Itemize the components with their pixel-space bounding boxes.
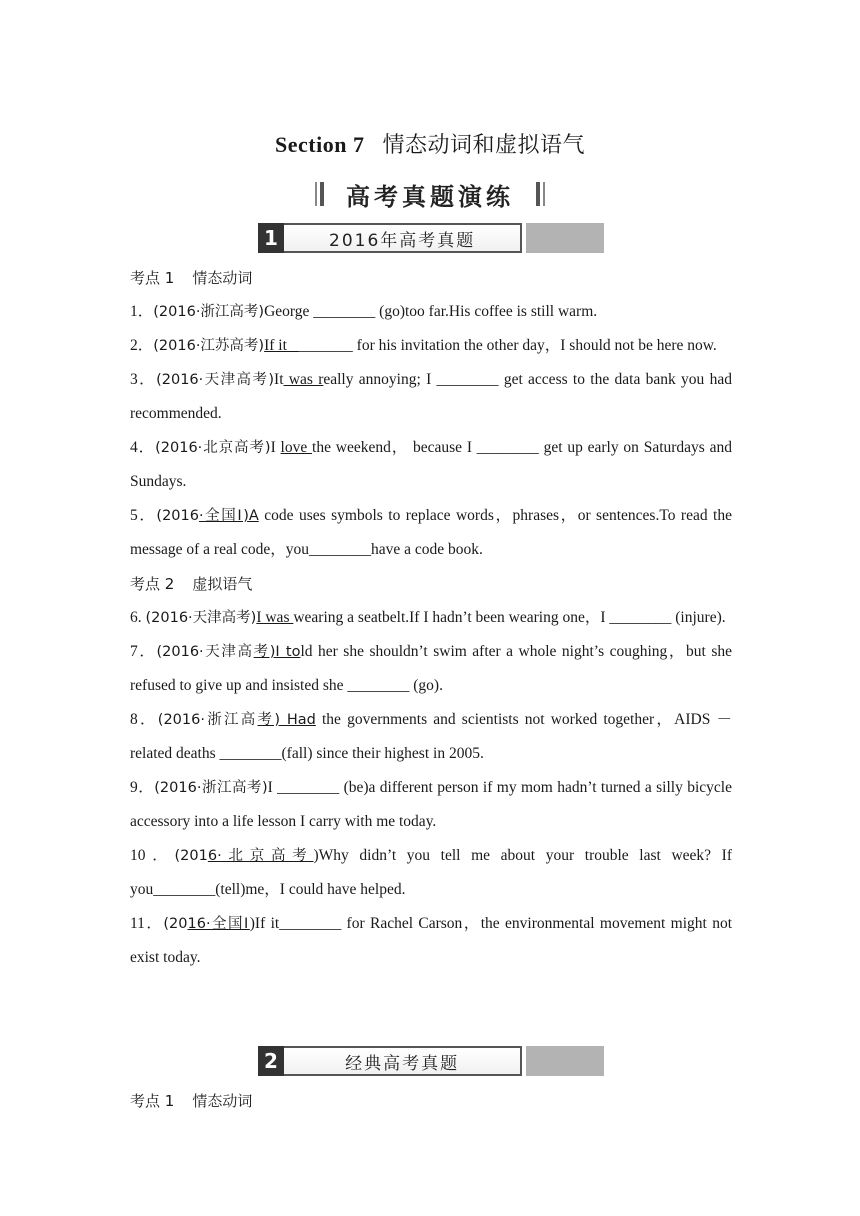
page-title bbox=[0, 128, 860, 159]
question-list bbox=[130, 261, 732, 975]
section-label: 2016年高考真题 bbox=[284, 223, 523, 253]
banner-title: 高考真题演练 bbox=[346, 182, 514, 211]
question-item: 8．(2016·浙江高考) Had the governments and scientists not worked together，AIDS －related deaths ________(fall) since their highest in 2005. bbox=[130, 711, 732, 762]
question-item: 10．(2016·北京高考)Why didn’t you tell me about your trouble last week? If you________(tell)me，I could have helped. bbox=[130, 847, 732, 898]
section-header-1 bbox=[258, 223, 604, 253]
exam-banner bbox=[315, 176, 545, 212]
title-topic: 情态动词和虚拟语气 bbox=[382, 133, 585, 158]
question-item: 11．(2016·全国Ⅰ)If it________ for Rachel Carson，the environmental movement might not exist today. bbox=[130, 915, 732, 966]
question-item: 4．(2016·北京高考)I love the weekend， because I ________ get up early on Saturdays and Sundays. bbox=[130, 439, 733, 490]
question-item: 9．(2016·浙江高考)I ________ (be)a different person if my mom hadn’t turned a silly bicycle accessory into a life lesson I carry with me today. bbox=[130, 779, 732, 830]
question-item: 3．(2016·天津高考)It was really annoying; I ________ get access to the data bank you had recommended. bbox=[130, 371, 732, 422]
section-gray-block bbox=[526, 223, 604, 253]
question-item: 2．(2016·江苏高考)If it ________ for his invitation the other day，I should not be here now. bbox=[130, 337, 717, 354]
question-item: 7．(2016·天津高考)I told her she shouldn’t swim after a whole night’s coughing，but she refused to give up and insisted she ________ (go). bbox=[130, 643, 732, 694]
section-label: 经典高考真题 bbox=[284, 1046, 523, 1076]
question-item: 1．(2016·浙江高考)George ________ (go)too far.His coffee is still warm. bbox=[130, 303, 598, 320]
question-list-2 bbox=[130, 1084, 732, 1118]
banner-left-bars bbox=[315, 182, 324, 206]
banner-right-bars bbox=[536, 182, 545, 206]
section-number: 2 bbox=[258, 1046, 284, 1076]
section-number: 1 bbox=[258, 223, 284, 253]
question-item: 5．(2016·全国Ⅰ)A code uses symbols to replace words，phrases，or sentences.To read the message of a real code，you________have a code book. bbox=[130, 507, 732, 558]
kaodian-heading: 考点 2 虚拟语气 bbox=[130, 575, 253, 593]
section-gray-block bbox=[526, 1046, 604, 1076]
section-header-2 bbox=[258, 1046, 604, 1076]
title-section: Section 7 bbox=[275, 132, 365, 157]
question-item: 6. (2016·天津高考)I was wearing a seatbelt.If I hadn’t been wearing one，I ________ (injure). bbox=[130, 609, 726, 626]
kaodian-heading: 考点 1 情态动词 bbox=[130, 1092, 253, 1110]
kaodian-heading: 考点 1 情态动词 bbox=[130, 269, 253, 287]
